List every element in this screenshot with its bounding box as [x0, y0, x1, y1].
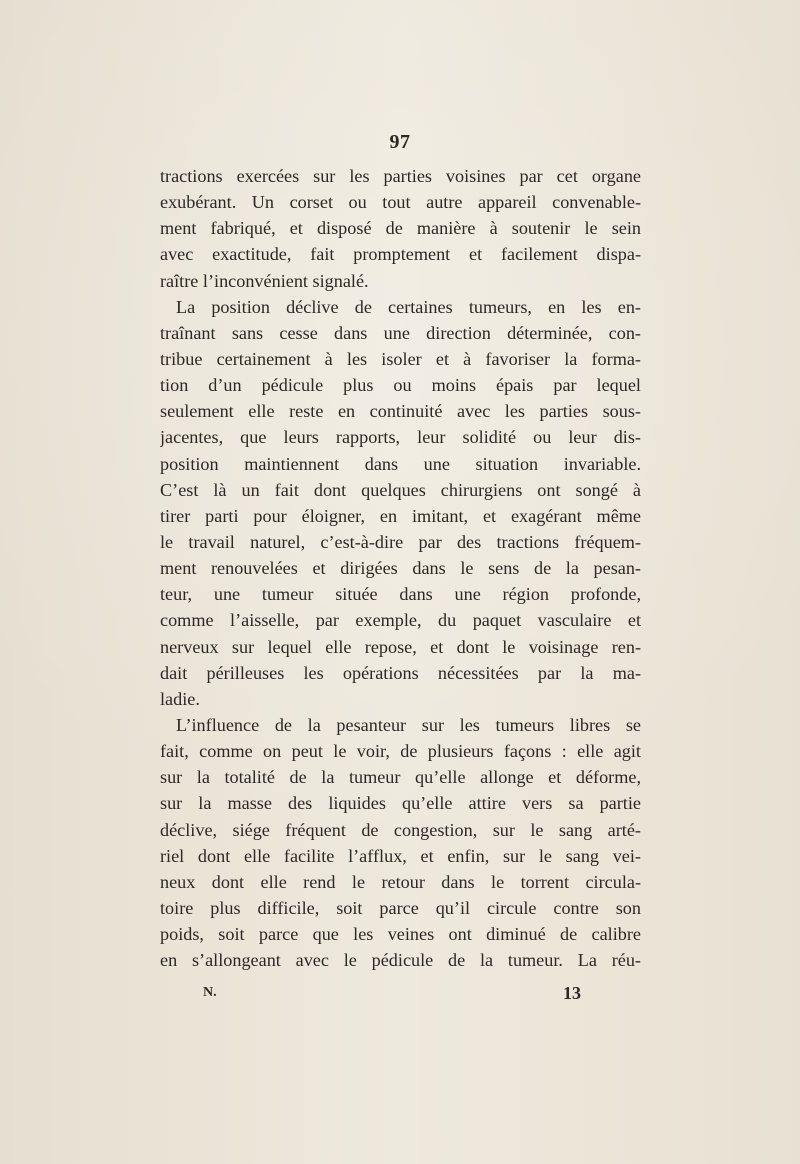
- text-line: dait périlleuses les opérations nécessitées par la ma-: [160, 662, 641, 683]
- text-line: le travail naturel, c’est-à-dire par des tractions fréquem-: [160, 531, 641, 552]
- text-line: traînant sans cesse dans une direction déterminée, con-: [160, 322, 641, 343]
- text-line: teur, une tumeur située dans une région profonde,: [160, 584, 641, 605]
- sheet-number: 13: [563, 983, 581, 1003]
- text-line: en s’allongeant avec le pédicule de la tumeur. La réu-: [160, 950, 641, 971]
- text-line: jacentes, que leurs rapports, leur solidité ou leur dis-: [160, 427, 641, 448]
- body-text: [160, 163, 641, 973]
- page-footer: [0, 985, 800, 1009]
- text-line: ment renouvelées et dirigées dans le sens de la pesan-: [160, 558, 641, 579]
- text-line: seulement elle reste en continuité avec les parties sous-: [160, 401, 641, 422]
- text-line: tribue certainement à les isoler et à favoriser la forma-: [160, 348, 641, 369]
- text-line: toire plus difficile, soit parce qu’il circule contre son: [160, 897, 641, 918]
- text-line: poids, soit parce que les veines ont diminué de calibre: [160, 924, 641, 945]
- text-line: sur la masse des liquides qu’elle attire vers sa partie: [160, 793, 641, 814]
- text-line: neux dont elle rend le retour dans le torrent circula-: [160, 871, 641, 892]
- text-line: exubérant. Un corset ou tout autre appareil convenable-: [160, 192, 641, 213]
- text-line: déclive, siége fréquent de congestion, sur le sang arté-: [160, 819, 641, 840]
- text-line: riel dont elle facilite l’afflux, et enfin, sur le sang vei-: [160, 845, 641, 866]
- text-line: ment fabriqué, et disposé de manière à soutenir le sein: [160, 218, 641, 239]
- text-line: tractions exercées sur les parties voisines par cet organe: [160, 166, 641, 186]
- text-line: sur la totalité de la tumeur qu’elle allonge et déforme,: [160, 767, 641, 788]
- text-line: ladie.: [160, 688, 200, 709]
- page-number: 97: [389, 131, 411, 153]
- text-line: position maintiennent dans une situation invariable.: [160, 453, 641, 474]
- text-line: comme l’aisselle, par exemple, du paquet vasculaire et: [160, 610, 641, 631]
- text-line: nerveux sur lequel elle repose, et dont le voisinage ren-: [160, 636, 641, 657]
- text-line: raître l’inconvénient signalé.: [160, 270, 369, 291]
- text-line: tirer parti pour éloigner, en imitant, et exagérant même: [160, 505, 641, 526]
- text-line: avec exactitude, fait promptement et facilement dispa-: [160, 244, 641, 265]
- signature-mark: N.: [203, 985, 217, 1000]
- text-line: La position déclive de certaines tumeurs, en les en-: [176, 296, 641, 317]
- text-line: tion d’un pédicule plus ou moins épais par lequel: [160, 375, 641, 396]
- text-line: C’est là un fait dont quelques chirurgiens ont songé à: [160, 479, 641, 500]
- text-line: L’influence de la pesanteur sur les tumeurs libres se: [176, 714, 641, 735]
- text-line: fait, comme on peut le voir, de plusieurs façons : elle agit: [160, 741, 641, 762]
